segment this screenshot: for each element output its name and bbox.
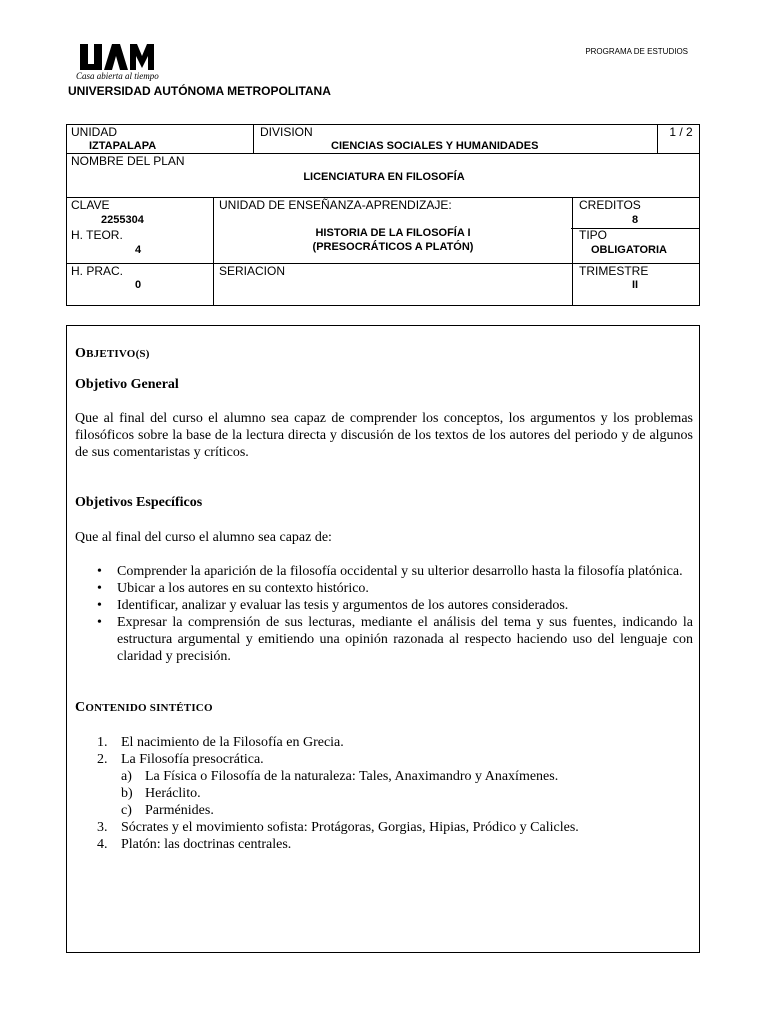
objetivos-especificos-intro: Que al final del curso el alumno sea capaz de: xyxy=(75,530,332,545)
plan-label: NOMBRE DEL PLAN xyxy=(71,154,185,168)
list-item: b) Heráclito. xyxy=(121,786,201,801)
logo-tagline: Casa abierta al tiempo xyxy=(76,71,159,81)
list-item: • Comprender la aparición de la filosofía occidental y su ulterior desarrollo hasta la filosofía platónica. xyxy=(97,564,683,579)
trimestre-label: TRIMESTRE xyxy=(579,264,649,278)
university-name: UNIVERSIDAD AUTÓNOMA METROPOLITANA xyxy=(68,84,331,98)
unidad-value: IZTAPALAPA xyxy=(89,140,157,152)
hprac-label: H. PRAC. xyxy=(71,264,124,278)
seriacion-label: SERIACION xyxy=(219,264,286,278)
tipo-value: OBLIGATORIA xyxy=(591,244,667,256)
list-item: 2. La Filosofía presocrática. xyxy=(97,752,264,767)
col-divider xyxy=(657,125,658,153)
contenido-heading: CONTENIDO SINTÉTICO xyxy=(75,700,213,715)
objetivo-general-heading: Objetivo General xyxy=(75,377,179,392)
division-label: DIVISION xyxy=(260,125,313,139)
tipo-label: TIPO xyxy=(579,228,608,242)
objetivos-heading: OBJETIVO(S) xyxy=(75,346,150,361)
clave-value: 2255304 xyxy=(101,214,144,226)
course-info-table xyxy=(66,124,700,306)
col-divider xyxy=(572,197,573,306)
uea-label: UNIDAD DE ENSEÑANZA-APRENDIZAJE: xyxy=(219,198,452,212)
objetivos-especificos-heading: Objetivos Específicos xyxy=(75,495,203,510)
objetivos-list xyxy=(97,563,693,665)
creditos-value: 8 xyxy=(632,214,639,226)
contenido-list xyxy=(97,734,687,853)
list-item: a) La Física o Filosofía de la naturaleza: Tales, Anaximandro y Anaxímenes. xyxy=(121,769,559,784)
list-item: • Identificar, analizar y evaluar las tesis y argumentos de los autores considerados. xyxy=(97,598,569,613)
unidad-label: UNIDAD xyxy=(71,125,118,139)
uea-subtitle: (PRESOCRÁTICOS A PLATÓN) xyxy=(312,241,474,253)
list-item: 4. Platón: las doctrinas centrales. xyxy=(97,837,292,852)
hteor-value: 4 xyxy=(135,244,142,256)
objetivo-general-text: Que al final del curso el alumno sea capaz de comprender los conceptos, los argumentos y los problemas filosóficos sobre la base de la lectura directa y discusión de los textos de los autores del periodo y de algunos de sus comentaristas y críticos. xyxy=(75,411,693,460)
clave-label: CLAVE xyxy=(71,198,110,212)
col-divider xyxy=(253,125,254,153)
creditos-label: CREDITOS xyxy=(579,198,641,212)
list-item: 1. El nacimiento de la Filosofía en Grecia. xyxy=(97,735,344,750)
list-item: • Expresar la comprensión de sus lecturas, mediante el análisis del tema y sus fuentes, indicando la estructura argumental y emitiendo una opinión razonada al respecto haciendo uso del lenguaje con claridad y precisión. xyxy=(97,615,693,664)
document-type: PROGRAMA DE ESTUDIOS xyxy=(585,47,688,56)
hteor-label: H. TEOR. xyxy=(71,228,123,242)
plan-value: LICENCIATURA EN FILOSOFÍA xyxy=(303,171,465,183)
page-number: 1 / 2 xyxy=(669,125,693,139)
hprac-value: 0 xyxy=(135,279,142,291)
list-item: c) Parménides. xyxy=(121,803,214,818)
course-content-box xyxy=(66,325,700,953)
trimestre-value: II xyxy=(632,279,639,291)
list-item: • Ubicar a los autores en su contexto histórico. xyxy=(97,581,369,596)
uea-title: HISTORIA DE LA FILOSOFÍA I xyxy=(315,227,471,239)
division-value: CIENCIAS SOCIALES Y HUMANIDADES xyxy=(331,140,539,152)
list-item: 3. Sócrates y el movimiento sofista: Protágoras, Gorgias, Hipias, Pródico y Calicles. xyxy=(97,820,579,835)
